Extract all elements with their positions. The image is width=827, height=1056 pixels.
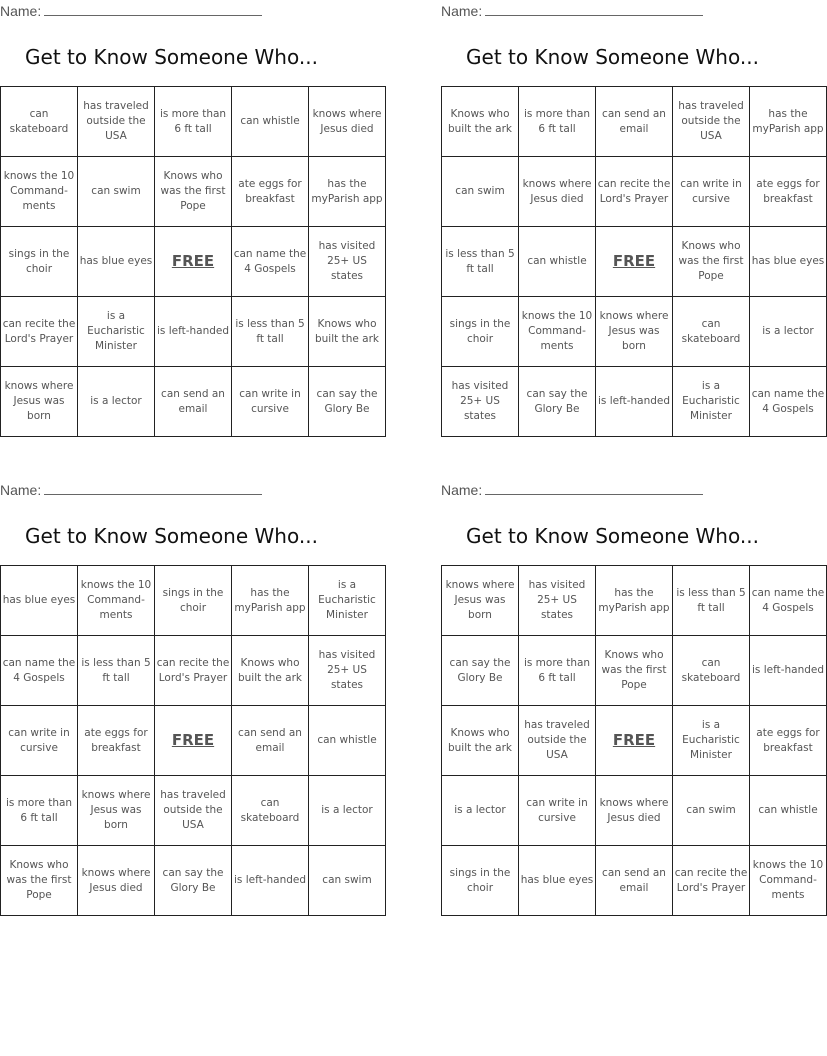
bingo-cell[interactable]: Knows who was the first Pope	[1, 846, 78, 916]
bingo-cell[interactable]: has traveled outside the USA	[673, 87, 750, 157]
bingo-cell[interactable]: knows where Jesus died	[78, 846, 155, 916]
bingo-cell[interactable]: can write in cursive	[1, 706, 78, 776]
bingo-cell[interactable]: knows where Jesus was born	[442, 566, 519, 636]
bingo-grid	[441, 565, 827, 916]
name-blank-line	[44, 3, 262, 16]
grid-row	[1, 566, 386, 636]
name-blank-line	[485, 482, 703, 495]
bingo-cell[interactable]: is left-handed	[155, 297, 232, 367]
grid-row	[442, 87, 827, 157]
bingo-cell[interactable]: is more than 6 ft tall	[1, 776, 78, 846]
bingo-cell[interactable]: is a Eucharistic Minister	[78, 297, 155, 367]
bingo-cell[interactable]: has the myParish app	[309, 157, 386, 227]
bingo-cell[interactable]: can swim	[442, 157, 519, 227]
bingo-cell[interactable]: is a lector	[78, 367, 155, 437]
bingo-cell[interactable]: has visited 25+ US states	[519, 566, 596, 636]
bingo-cell[interactable]: knows the 10 Command-ments	[78, 566, 155, 636]
bingo-cell[interactable]: has visited 25+ US states	[442, 367, 519, 437]
bingo-cell[interactable]: is more than 6 ft tall	[155, 87, 232, 157]
grid-row	[1, 776, 386, 846]
card-title: Get to Know Someone Who...	[466, 524, 759, 548]
bingo-cell[interactable]: can send an email	[596, 87, 673, 157]
free-space-cell[interactable]: FREE	[596, 227, 673, 297]
bingo-cell[interactable]: has the myParish app	[750, 87, 827, 157]
bingo-cell[interactable]: can say the Glory Be	[442, 636, 519, 706]
bingo-cell[interactable]: is a lector	[442, 776, 519, 846]
bingo-cell[interactable]: can whistle	[519, 227, 596, 297]
grid-row	[442, 227, 827, 297]
name-blank-line	[44, 482, 262, 495]
bingo-cell[interactable]: has blue eyes	[750, 227, 827, 297]
grid-row	[442, 636, 827, 706]
name-label: Name:	[0, 482, 42, 498]
grid-row	[1, 297, 386, 367]
bingo-cell[interactable]: can send an email	[596, 846, 673, 916]
bingo-cell[interactable]: ate eggs for breakfast	[78, 706, 155, 776]
name-field[interactable]	[441, 3, 703, 19]
bingo-cell[interactable]: is more than 6 ft tall	[519, 87, 596, 157]
bingo-cell[interactable]: is a Eucharistic Minister	[673, 706, 750, 776]
bingo-cell[interactable]: is left-handed	[750, 636, 827, 706]
bingo-cell[interactable]: can say the Glory Be	[519, 367, 596, 437]
card-title: Get to Know Someone Who...	[466, 45, 759, 69]
name-field[interactable]	[0, 482, 262, 498]
name-blank-line	[485, 3, 703, 16]
bingo-cell[interactable]: knows where Jesus died	[309, 87, 386, 157]
bingo-cell[interactable]: can write in cursive	[673, 157, 750, 227]
bingo-cell[interactable]: can swim	[673, 776, 750, 846]
bingo-cell[interactable]: has traveled outside the USA	[155, 776, 232, 846]
grid-row	[442, 846, 827, 916]
bingo-cell[interactable]: can name the 4 Gospels	[750, 367, 827, 437]
bingo-grid	[0, 86, 386, 437]
bingo-cell[interactable]: knows where Jesus was born	[78, 776, 155, 846]
bingo-cell[interactable]: ate eggs for breakfast	[232, 157, 309, 227]
grid-row	[442, 297, 827, 367]
bingo-cell[interactable]: can send an email	[232, 706, 309, 776]
bingo-cell[interactable]: knows where Jesus died	[596, 776, 673, 846]
bingo-cell[interactable]: can skateboard	[673, 297, 750, 367]
free-space-cell[interactable]: FREE	[596, 706, 673, 776]
free-space-cell[interactable]: FREE	[155, 706, 232, 776]
bingo-cell[interactable]: can say the Glory Be	[155, 846, 232, 916]
bingo-cell[interactable]: Knows who was the first Pope	[673, 227, 750, 297]
name-label: Name:	[441, 3, 483, 19]
grid-row	[442, 367, 827, 437]
bingo-cell[interactable]: is a lector	[309, 776, 386, 846]
bingo-cell[interactable]: can recite the Lord's Prayer	[673, 846, 750, 916]
grid-row	[1, 636, 386, 706]
bingo-cell[interactable]: has visited 25+ US states	[309, 227, 386, 297]
name-label: Name:	[0, 3, 42, 19]
bingo-cell[interactable]: has visited 25+ US states	[309, 636, 386, 706]
grid-row	[1, 87, 386, 157]
bingo-cell[interactable]: is less than 5 ft tall	[78, 636, 155, 706]
bingo-cell[interactable]: can skateboard	[232, 776, 309, 846]
card-title: Get to Know Someone Who...	[25, 524, 318, 548]
bingo-cell[interactable]: Knows who was the first Pope	[155, 157, 232, 227]
bingo-cell[interactable]: can write in cursive	[519, 776, 596, 846]
grid-row	[1, 846, 386, 916]
bingo-cell[interactable]: Knows who built the ark	[442, 706, 519, 776]
bingo-cell[interactable]: is a lector	[750, 297, 827, 367]
grid-row	[442, 157, 827, 227]
grid-row	[1, 706, 386, 776]
bingo-cell[interactable]: can swim	[309, 846, 386, 916]
bingo-cell[interactable]: Knows who built the ark	[309, 297, 386, 367]
free-space-cell[interactable]: FREE	[155, 227, 232, 297]
grid-row	[1, 367, 386, 437]
bingo-cell[interactable]: has the myParish app	[596, 566, 673, 636]
bingo-cell[interactable]: ate eggs for breakfast	[750, 706, 827, 776]
bingo-cell[interactable]: can recite the Lord's Prayer	[1, 297, 78, 367]
bingo-cell[interactable]: has blue eyes	[1, 566, 78, 636]
bingo-cell[interactable]: knows where Jesus was born	[1, 367, 78, 437]
name-field[interactable]	[441, 482, 703, 498]
bingo-cell[interactable]: is left-handed	[232, 846, 309, 916]
bingo-cell[interactable]: can skateboard	[1, 87, 78, 157]
bingo-cell[interactable]: ate eggs for breakfast	[750, 157, 827, 227]
bingo-cell[interactable]: sings in the choir	[442, 846, 519, 916]
bingo-cell[interactable]: knows the 10 Command-ments	[1, 157, 78, 227]
bingo-cell[interactable]: is more than 6 ft tall	[519, 636, 596, 706]
bingo-cell[interactable]: can whistle	[232, 87, 309, 157]
bingo-cell[interactable]: Knows who built the ark	[442, 87, 519, 157]
bingo-cell[interactable]: can recite the Lord's Prayer	[155, 636, 232, 706]
bingo-cell[interactable]: can send an email	[155, 367, 232, 437]
bingo-cell[interactable]: knows where Jesus died	[519, 157, 596, 227]
bingo-cell[interactable]: is less than 5 ft tall	[232, 297, 309, 367]
bingo-cell[interactable]: can name the 4 Gospels	[232, 227, 309, 297]
bingo-cell[interactable]: can name the 4 Gospels	[1, 636, 78, 706]
bingo-cell[interactable]: can name the 4 Gospels	[750, 566, 827, 636]
bingo-cell[interactable]: can whistle	[309, 706, 386, 776]
bingo-cell[interactable]: sings in the choir	[155, 566, 232, 636]
bingo-cell[interactable]: can say the Glory Be	[309, 367, 386, 437]
bingo-cell[interactable]: has traveled outside the USA	[519, 706, 596, 776]
grid-row	[442, 776, 827, 846]
bingo-cell[interactable]: can write in cursive	[232, 367, 309, 437]
bingo-cell[interactable]: can skateboard	[673, 636, 750, 706]
bingo-cell[interactable]: is left-handed	[596, 367, 673, 437]
bingo-cell[interactable]: knows where Jesus was born	[596, 297, 673, 367]
bingo-cell[interactable]: can whistle	[750, 776, 827, 846]
bingo-cell[interactable]: is a Eucharistic Minister	[309, 566, 386, 636]
bingo-cell[interactable]: can swim	[78, 157, 155, 227]
bingo-cell[interactable]: has blue eyes	[78, 227, 155, 297]
bingo-cell[interactable]: has the myParish app	[232, 566, 309, 636]
bingo-cell[interactable]: knows the 10 Command-ments	[750, 846, 827, 916]
bingo-cell[interactable]: Knows who built the ark	[232, 636, 309, 706]
grid-row	[1, 227, 386, 297]
card-title: Get to Know Someone Who...	[25, 45, 318, 69]
grid-row	[442, 566, 827, 636]
bingo-cell[interactable]: knows the 10 Command-ments	[519, 297, 596, 367]
bingo-cell[interactable]: is a Eucharistic Minister	[673, 367, 750, 437]
bingo-cell[interactable]: is less than 5 ft tall	[442, 227, 519, 297]
bingo-cell[interactable]: has blue eyes	[519, 846, 596, 916]
bingo-grid	[441, 86, 827, 437]
bingo-cell[interactable]: Knows who was the first Pope	[596, 636, 673, 706]
name-label: Name:	[441, 482, 483, 498]
bingo-cell[interactable]: is less than 5 ft tall	[673, 566, 750, 636]
bingo-cell[interactable]: sings in the choir	[1, 227, 78, 297]
bingo-cell[interactable]: can recite the Lord's Prayer	[596, 157, 673, 227]
bingo-cell[interactable]: has traveled outside the USA	[78, 87, 155, 157]
grid-row	[1, 157, 386, 227]
bingo-cell[interactable]: sings in the choir	[442, 297, 519, 367]
name-field[interactable]	[0, 3, 262, 19]
grid-row	[442, 706, 827, 776]
bingo-grid	[0, 565, 386, 916]
